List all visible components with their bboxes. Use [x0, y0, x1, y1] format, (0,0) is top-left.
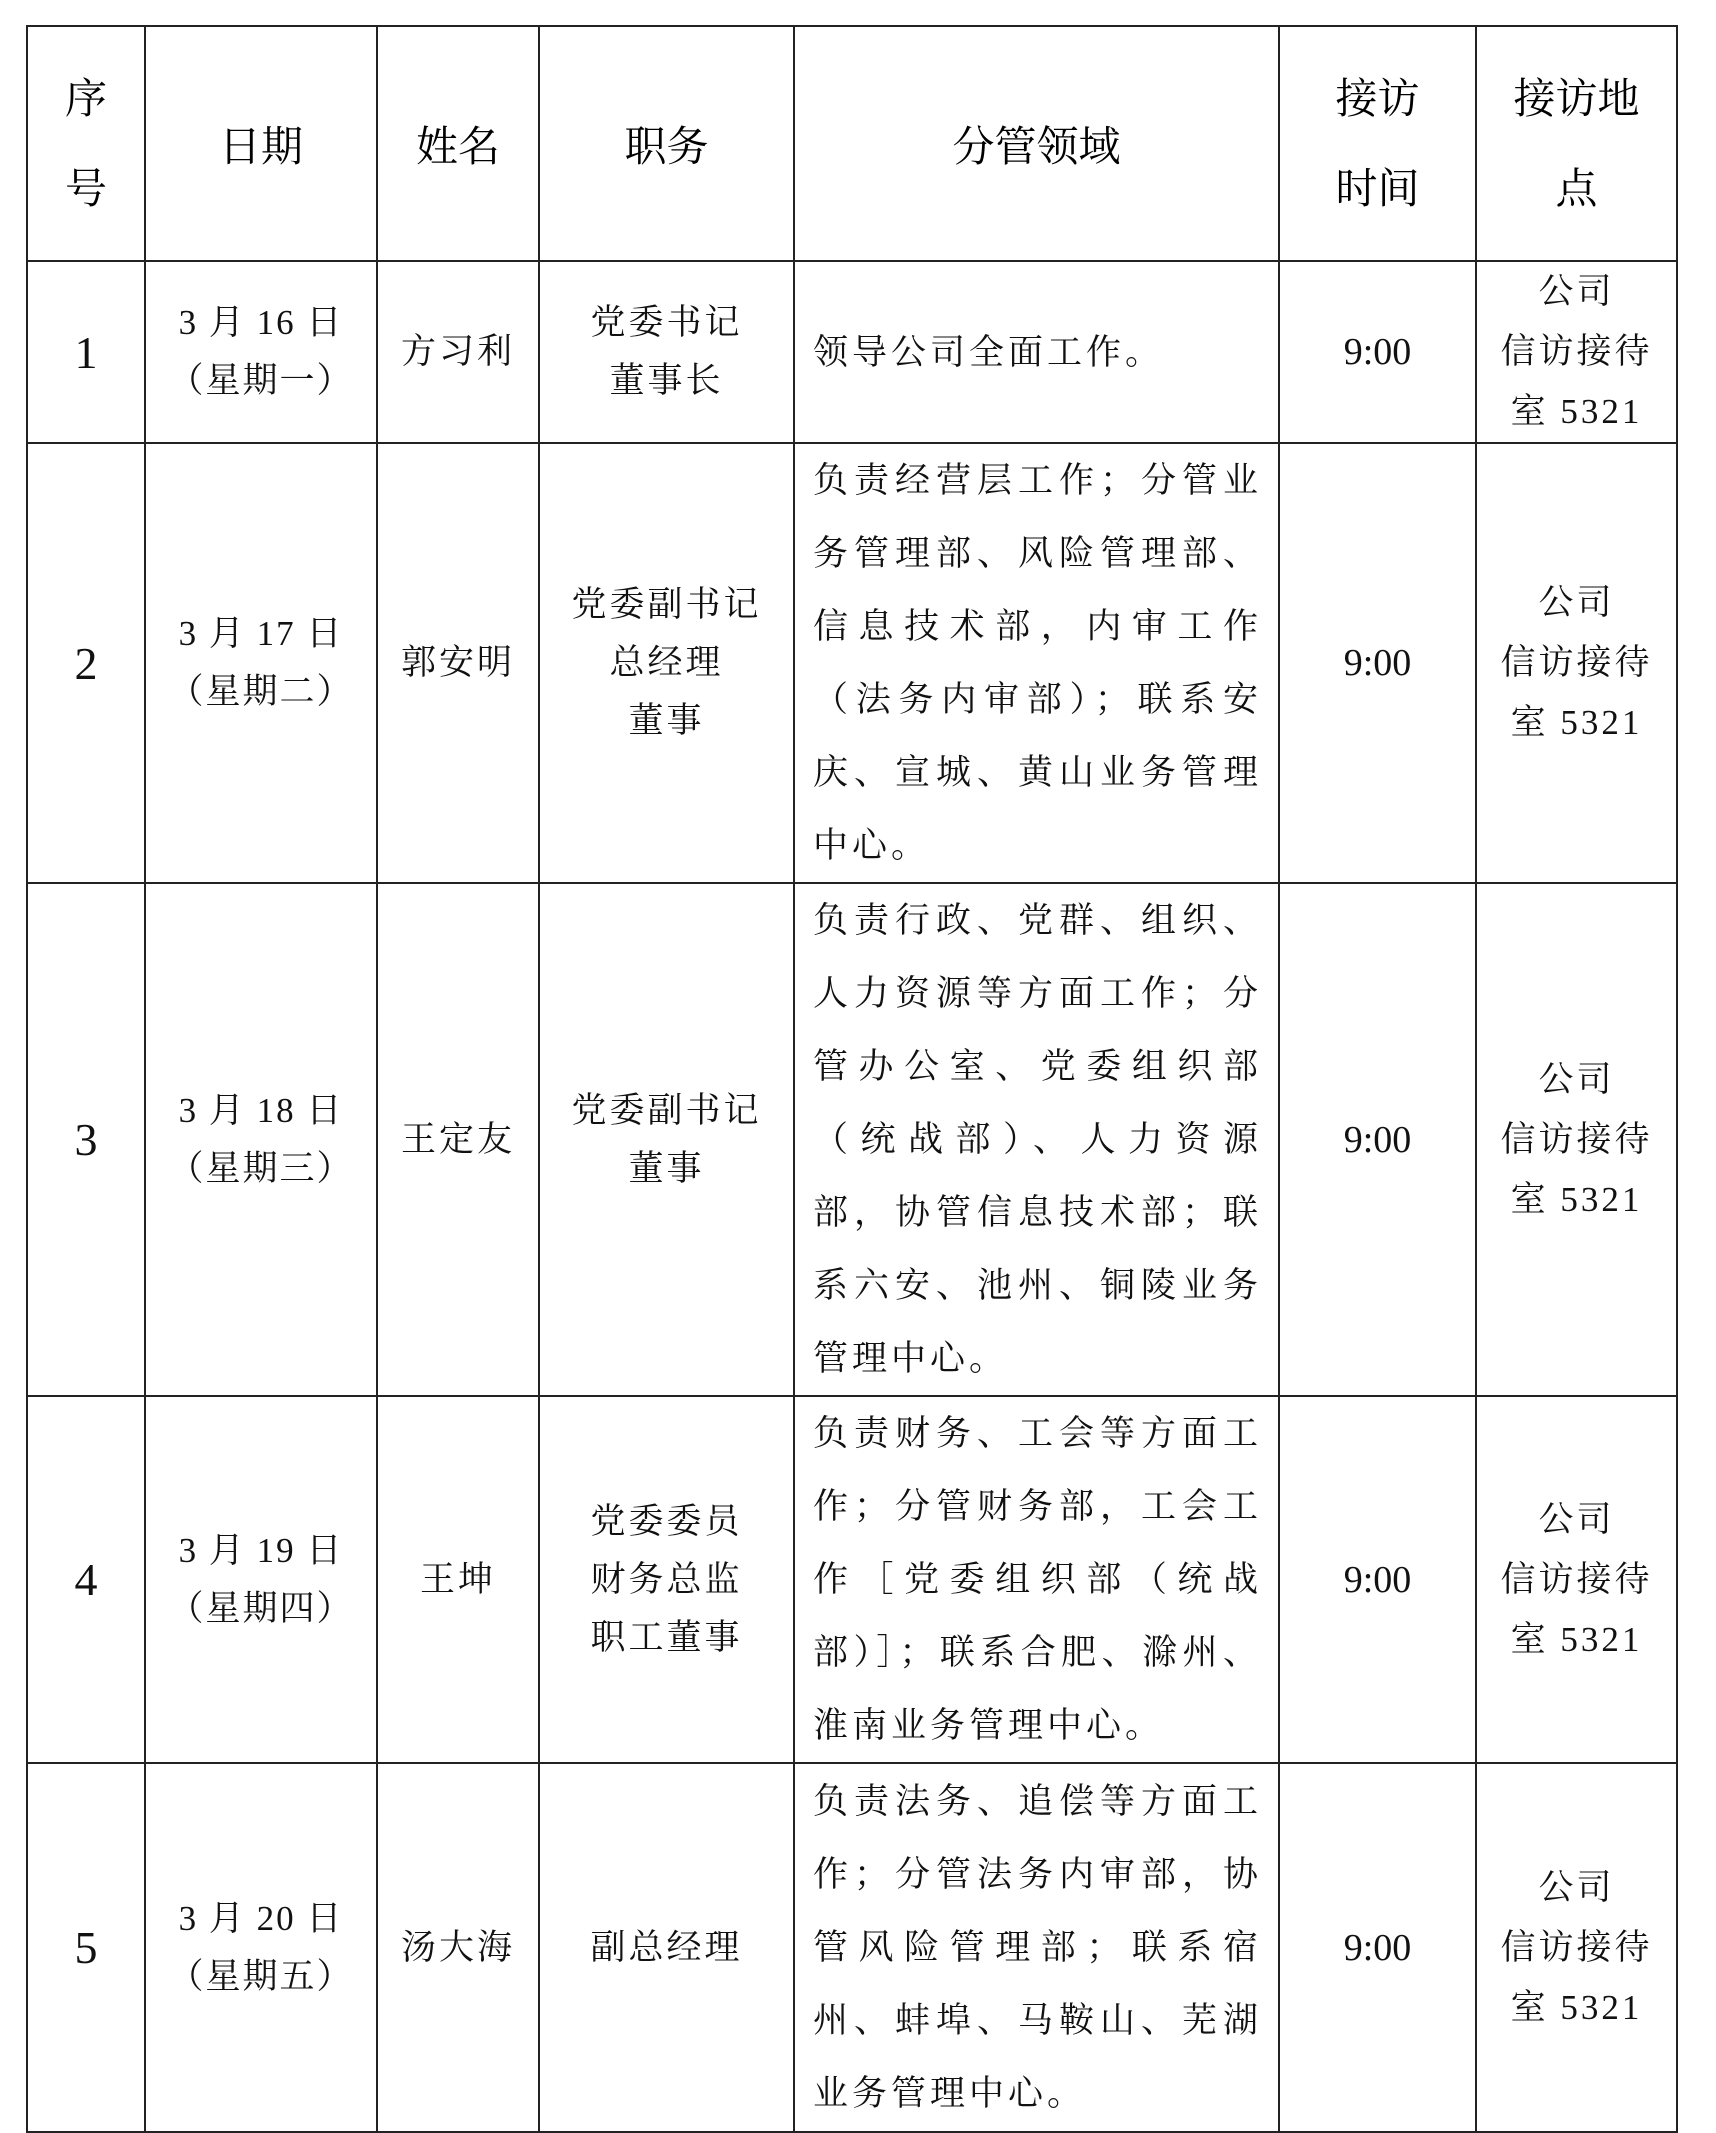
row-location: [1476, 443, 1677, 883]
header-time-line-1: 接访: [1335, 73, 1420, 123]
header-scope: 分管领域: [794, 26, 1279, 261]
header-time: [1279, 26, 1476, 261]
row-index: 5: [27, 1763, 145, 2132]
row-scope: 负责经营层工作；分管业务管理部、风险管理部、信息技术部，内审工作（法务内审部）；联系安庆、宣城、黄山业务管理中心。: [794, 443, 1279, 883]
row-name: [377, 883, 539, 1396]
name-text: 郭安明: [400, 643, 515, 682]
row-position: [539, 1763, 794, 2132]
row-scope: 负责行政、党群、组织、人力资源等方面工作；分管办公室、党委组织部（统战部）、人力资源部，协管信息技术部；联系六安、池州、铜陵业务管理中心。: [794, 883, 1279, 1396]
date-text: 3 月 18 日: [178, 1090, 344, 1130]
row-index: 4: [27, 1396, 145, 1763]
date-text: 3 月 16 日: [178, 303, 344, 342]
table-row: [27, 1396, 1677, 1763]
location-line: 信访接待: [1500, 1559, 1653, 1599]
row-name: [377, 261, 539, 443]
row-location: [1476, 1763, 1677, 2132]
position-line: 党委委员: [590, 1501, 743, 1541]
header-location-line-2: 点: [1555, 163, 1598, 213]
position-line: 副总经理: [590, 1927, 743, 1967]
weekday-text: （星期四）: [168, 1588, 354, 1628]
row-name: [377, 443, 539, 883]
location-line: 室 5321: [1510, 392, 1643, 431]
header-index: [27, 26, 145, 261]
location-line: 信访接待: [1500, 332, 1653, 371]
location-line: 公司: [1538, 1059, 1615, 1099]
row-time: 9:00: [1279, 1763, 1476, 2132]
location-line: 室 5321: [1510, 703, 1643, 742]
position-line: 董事长: [609, 361, 724, 400]
row-name: [377, 1396, 539, 1763]
row-index: 2: [27, 443, 145, 883]
location-line: 室 5321: [1510, 1987, 1643, 2027]
row-position: [539, 261, 794, 443]
location-line: 公司: [1538, 1499, 1615, 1539]
name-text: 王坤: [419, 1559, 496, 1599]
location-line: 室 5321: [1510, 1179, 1643, 1219]
position-line: 总经理: [609, 643, 724, 682]
header-name: 姓名: [377, 26, 539, 261]
row-position: [539, 1396, 794, 1763]
row-scope: 负责财务、工会等方面工作；分管财务部，工会工作［党委组织部（统战部）］；联系合肥、滁州、淮南业务管理中心。: [794, 1396, 1279, 1763]
reception-schedule-table: [26, 25, 1678, 2133]
table-row: [27, 1763, 1677, 2132]
location-line: 公司: [1538, 272, 1615, 311]
row-date: [145, 1396, 377, 1763]
row-date: [145, 883, 377, 1396]
position-line: 财务总监: [590, 1559, 743, 1599]
row-time: 9:00: [1279, 443, 1476, 883]
row-position: [539, 883, 794, 1396]
row-scope: 负责法务、追偿等方面工作；分管法务内审部，协管风险管理部；联系宿州、蚌埠、马鞍山、芜湖业务管理中心。: [794, 1763, 1279, 2132]
name-text: 汤大海: [400, 1927, 515, 1967]
row-name: [377, 1763, 539, 2132]
position-line: 党委副书记: [571, 1090, 762, 1130]
position-line: 党委副书记: [571, 585, 762, 624]
row-time: 9:00: [1279, 1396, 1476, 1763]
row-location: [1476, 1396, 1677, 1763]
row-scope: 领导公司全面工作。: [794, 261, 1279, 443]
header-row: [27, 26, 1677, 261]
location-line: 信访接待: [1500, 643, 1653, 682]
header-index-line-1: 序: [64, 73, 107, 123]
date-text: 3 月 19 日: [178, 1530, 344, 1570]
header-date: 日期: [145, 26, 377, 261]
position-line: 董事: [628, 701, 705, 740]
header-index-line-2: 号: [64, 163, 107, 213]
row-date: [145, 261, 377, 443]
date-text: 3 月 20 日: [178, 1898, 344, 1938]
position-line: 董事: [628, 1148, 705, 1188]
row-location: [1476, 883, 1677, 1396]
row-index: 1: [27, 261, 145, 443]
location-line: 公司: [1538, 1867, 1615, 1907]
row-position: [539, 443, 794, 883]
weekday-text: （星期二）: [168, 672, 354, 711]
row-date: [145, 443, 377, 883]
location-line: 室 5321: [1510, 1619, 1643, 1659]
name-text: 方习利: [400, 332, 515, 371]
row-index: 3: [27, 883, 145, 1396]
location-line: 信访接待: [1500, 1927, 1653, 1967]
header-location-line-1: 接访地: [1513, 73, 1640, 123]
row-time: 9:00: [1279, 883, 1476, 1396]
location-line: 信访接待: [1500, 1119, 1653, 1159]
weekday-text: （星期三）: [168, 1148, 354, 1188]
weekday-text: （星期五）: [168, 1956, 354, 1996]
row-date: [145, 1763, 377, 2132]
table-row: [27, 261, 1677, 443]
weekday-text: （星期一）: [168, 361, 354, 400]
position-line: 职工董事: [590, 1617, 743, 1657]
position-line: 党委书记: [590, 303, 743, 342]
row-location: [1476, 261, 1677, 443]
table-row: [27, 883, 1677, 1396]
table-row: [27, 443, 1677, 883]
header-time-line-2: 时间: [1335, 163, 1420, 213]
name-text: 王定友: [400, 1119, 515, 1159]
location-line: 公司: [1538, 583, 1615, 622]
header-location: [1476, 26, 1677, 261]
date-text: 3 月 17 日: [178, 614, 344, 653]
header-position: 职务: [539, 26, 794, 261]
row-time: 9:00: [1279, 261, 1476, 443]
